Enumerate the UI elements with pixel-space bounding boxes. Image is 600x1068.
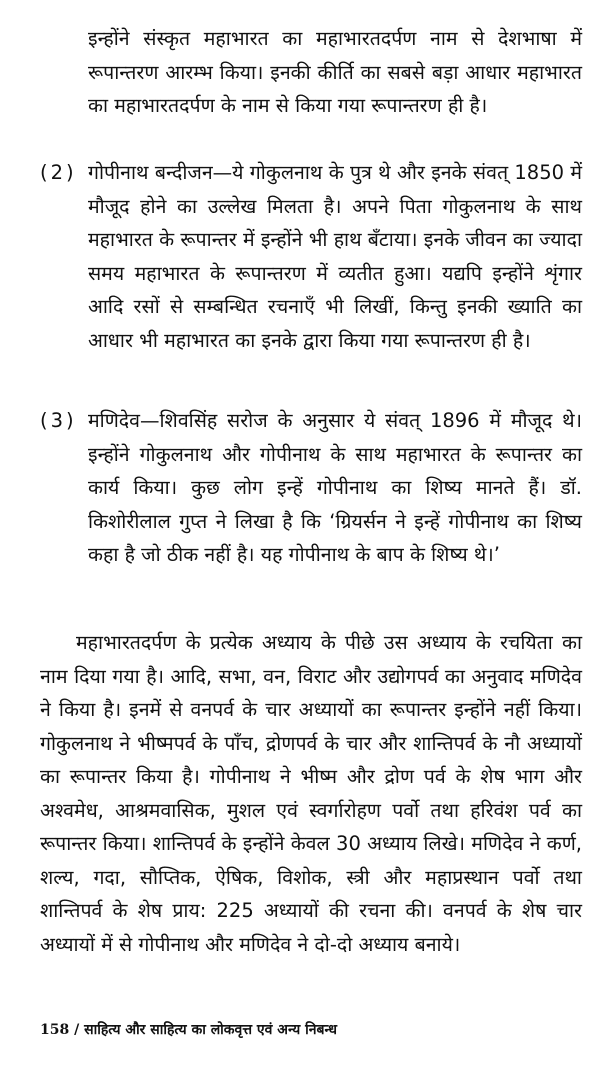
intro-paragraph: इन्होंने संस्कृत महाभारत का महाभारतदर्पण नाम से देशभाषा में रूपान्तरण आरम्भ किया। इनकी कीर्ति का सबसे बड़ा आधार महाभारत का महाभारतदर्पण के नाम से किया गया रूपान्तरण ही है। [88,27,582,117]
list-item-gopinath [40,156,582,357]
list-item-number: (3) [40,409,77,432]
book-title: साहित्य और साहित्य का लोकवृत्त एवं अन्य निबन्ध [84,1022,337,1038]
body-paragraph: महाभारतदर्पण के प्रत्येक अध्याय के पीछे उस अध्याय के रचयिता का नाम दिया गया है। आदि, सभा, वन, विराट और उद्योगपर्व का अनुवाद मणिदेव ने किया है। इनमें से वनपर्व के चार अध्यायों का रूपान्तर इन्होंने नहीं किया। गोकुलनाथ ने भीष्मपर्व के पाँच, द्रोणपर्व के चार और शान्तिपर्व के नौ अध्यायों का रूपान्तर किया है। गोपीनाथ ने भीष्म और द्रोण पर्व के शेष भाग और अश्वमेध, आश्रमवासिक, मुशल एवं स्वर्गारोहण पर्वो तथा हरिवंश पर्व का रूपान्तर किया। शान्तिपर्व के इन्होंने केवल 30 अध्याय लिखे। मणिदेव ने कर्ण, शल्य, गदा, सौप्तिक, ऐषिक, विशोक, स्त्री और महाप्रस्थान पर्वो तथा शान्तिपर्व के शेष प्राय: 225 अध्यायों की रचना की। वनपर्व के शेष चार अध्यायों में से गोपीनाथ और मणिदेव ने दो-दो अध्याय बनाये। [40,631,582,956]
page-footer [40,1020,560,1040]
list-item-manidev [40,404,582,572]
list-item-text: गोपीनाथ बन्दीजन—ये गोकुलनाथ के पुत्र थे और इनके संवत् 1850 में मौजूद होने का उल्लेख मिलता है। अपने पिता गोकुलनाथ के साथ महाभारत के रूपान्तर में इन्होंने भी हाथ बँटाया। इनके जीवन का ज्यादा समय महाभारत के रूपान्तरण में व्यतीत हुआ। यद्यपि इन्होंने शृंगार आदि रसों से सम्बन्धित रचनाएँ भी लिखीं, किन्तु इनकी ख्याति का आधार भी महाभारत का इनके द्वारा किया गया रूपान्तरण ही है। [88,161,582,352]
list-item-number: (2) [40,161,77,184]
list-item-text: मणिदेव—शिवसिंह सरोज के अनुसार ये संवत् 1896 में मौजूद थे। इन्होंने गोकुलनाथ और गोपीनाथ के साथ महाभारत के रूपान्तर का कार्य किया। कुछ लोग इन्हें गोपीनाथ का शिष्य मानते हैं। डॉ. किशोरीलाल गुप्त ने लिखा है कि ‘ग्रियर्सन ने इन्हें गोपीनाथ का शिष्य कहा है जो ठीक नहीं है। यह गोपीनाथ के बाप के शिष्य थे।’ [88,409,582,566]
footer-separator: / [69,1022,85,1038]
page-number: 158 [40,1022,70,1038]
